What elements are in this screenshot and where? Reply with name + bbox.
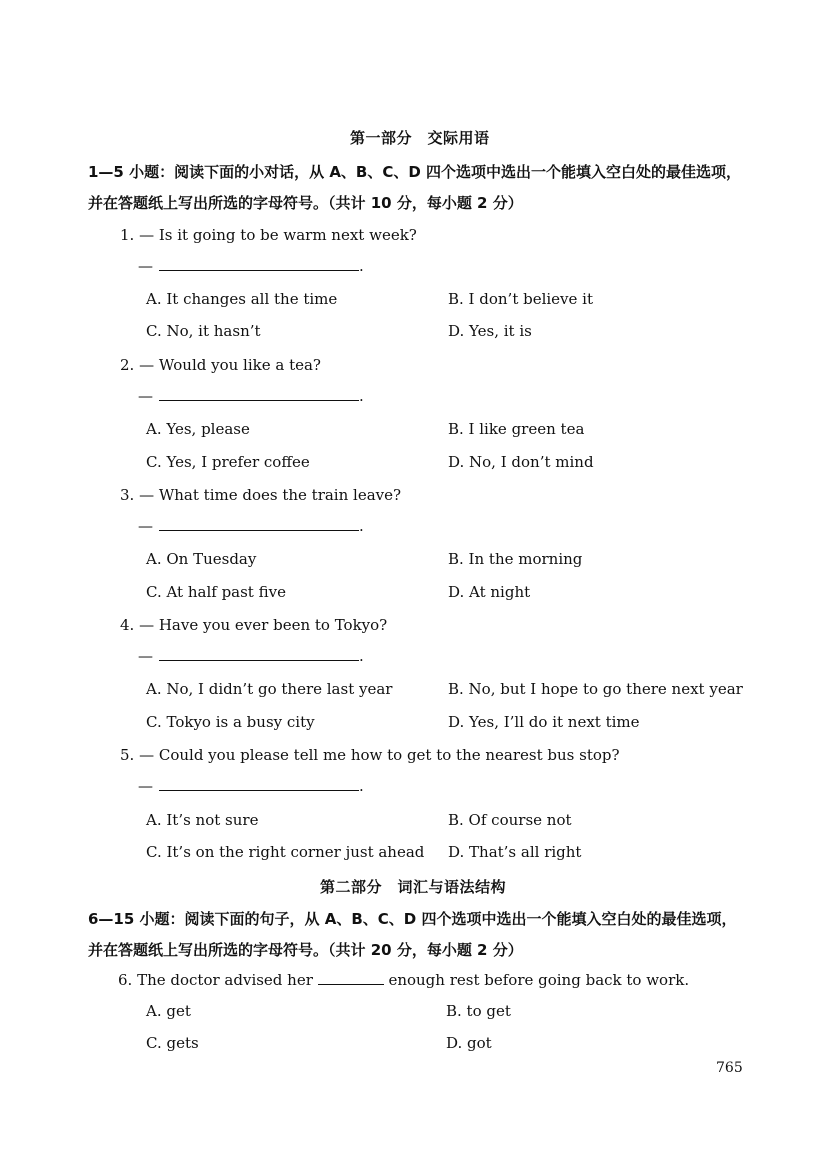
part2-title: 第二部分 词汇与语法结构 (320, 878, 507, 896)
period: . (359, 777, 364, 795)
q5-option-c: C. It’s on the right corner just ahead (146, 843, 425, 861)
question-5: 5. — Could you please tell me how to get to the nearest bus stop? (120, 746, 620, 764)
q3-option-d: D. At night (448, 583, 531, 601)
q4-option-d: D. Yes, I’ll do it next time (448, 713, 640, 731)
q1-option-d: D. Yes, it is (448, 322, 532, 340)
answer-blank-2 (138, 387, 364, 405)
part1-title: 第一部分 交际用语 (350, 129, 490, 147)
q4-option-b: B. No, but I hope to go there next year (448, 680, 743, 698)
dash: — (138, 517, 153, 535)
q5-option-b: B. Of course not (448, 811, 572, 829)
q6-option-a: A. get (146, 1002, 191, 1020)
question-3: 3. — What time does the train leave? (120, 486, 402, 504)
answer-blank-1 (138, 257, 364, 275)
blank-line (159, 258, 359, 271)
blank-line (159, 778, 359, 791)
dash: — (138, 387, 153, 405)
question-6-blank (318, 972, 384, 985)
q2-option-b: B. I like green tea (448, 420, 585, 438)
q3-option-b: B. In the morning (448, 550, 583, 568)
period: . (359, 647, 364, 665)
q6-option-b: B. to get (446, 1002, 511, 1020)
dash: — (138, 647, 153, 665)
q3-option-a: A. On Tuesday (146, 550, 257, 568)
q1-option-c: C. No, it hasn’t (146, 322, 261, 340)
question-2: 2. — Would you like a tea? (120, 356, 321, 374)
q1-option-b: B. I don’t believe it (448, 290, 594, 308)
question-6-after-blank: enough rest before going back to work. (388, 971, 690, 989)
part2-instructions-line1: 6—15 小题：阅读下面的句子，从 A、B、C、D 四个选项中选出一个能填入空白处的最佳选项， (88, 910, 737, 928)
question-4: 4. — Have you ever been to Tokyo? (120, 616, 388, 634)
q2-option-c: C. Yes, I prefer coffee (146, 453, 310, 471)
q5-option-d: D. That’s all right (448, 843, 582, 861)
part1-instructions-line1: 1—5 小题：阅读下面的小对话，从 A、B、C、D 四个选项中选出一个能填入空白处的最佳选项， (88, 163, 742, 181)
period: . (359, 517, 364, 535)
question-6 (118, 971, 689, 989)
blank-line (159, 518, 359, 531)
answer-blank-5 (138, 777, 364, 795)
period: . (359, 387, 364, 405)
q2-option-d: D. No, I don’t mind (448, 453, 594, 471)
dash: — (138, 257, 153, 275)
blank-line (159, 388, 359, 401)
blank-line (159, 648, 359, 661)
page-number: 765 (716, 1060, 743, 1076)
answer-blank-4 (138, 647, 364, 665)
period: . (359, 257, 364, 275)
answer-blank-3 (138, 517, 364, 535)
q5-option-a: A. It’s not sure (146, 811, 259, 829)
question-6-before-blank: 6. The doctor advised her (118, 971, 313, 989)
q4-option-a: A. No, I didn’t go there last year (146, 680, 393, 698)
q4-option-c: C. Tokyo is a busy city (146, 713, 315, 731)
q6-option-d: D. got (446, 1034, 492, 1052)
q6-option-c: C. gets (146, 1034, 199, 1052)
question-1: 1. — Is it going to be warm next week? (120, 226, 417, 244)
part2-instructions-line2: 并在答题纸上写出所选的字母符号。（共计 20 分，每小题 2 分） (88, 941, 523, 959)
q1-option-a: A. It changes all the time (146, 290, 338, 308)
q3-option-c: C. At half past five (146, 583, 286, 601)
q2-option-a: A. Yes, please (146, 420, 250, 438)
part1-instructions-line2: 并在答题纸上写出所选的字母符号。（共计 10 分，每小题 2 分） (88, 194, 523, 212)
dash: — (138, 777, 153, 795)
